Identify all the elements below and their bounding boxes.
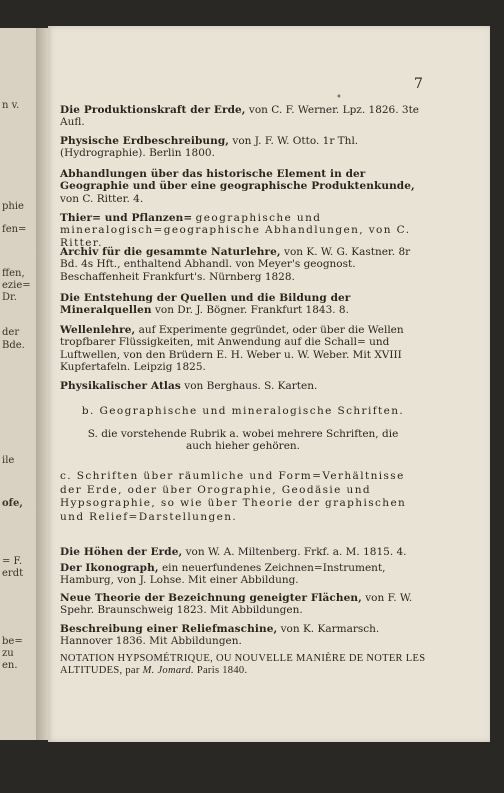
entry-details: von K. Karmarsch. Hannover 1836. Mit Abbildungen. [60, 623, 380, 648]
margin-fragment: der [2, 327, 20, 338]
entry-title: Die Produktionskraft der Erde, [60, 104, 246, 116]
entry-details: von Berghaus. S. Karten. [184, 380, 318, 392]
page-number: 7 [414, 76, 423, 92]
entry-title: Die Höhen der Erde, [60, 546, 183, 558]
bibliography-entry [60, 168, 426, 205]
section-b-note: S. die vorstehende Rubrik a. wobei mehrere Schriften, die auch hieher gehören. [87, 428, 399, 453]
entry-details: von C. Ritter. 4. [60, 192, 144, 205]
bibliography-entry [60, 623, 426, 648]
entry-title: Neue Theorie der Bezeichnung geneigter Flächen, [60, 592, 362, 604]
ink-dot: • [336, 92, 342, 103]
margin-fragment: be= [2, 636, 23, 647]
bibliography-entry [60, 546, 426, 558]
bibliography-entry [60, 562, 426, 587]
bibliography-entry [60, 104, 426, 129]
entry-details: von Dr. J. Bögner. Frankfurt 1843. 8. [154, 304, 349, 317]
margin-fragment: ile [2, 455, 15, 466]
bibliography-entry [60, 135, 426, 160]
entry-author: M. Jomard. [142, 665, 194, 677]
margin-fragment: en. [2, 660, 18, 671]
entry-title: Abhandlungen über das historische Element in der Geographie und über eine geographische Produktenkunde, [60, 168, 415, 193]
margin-fragment: ffen, [2, 268, 25, 279]
margin-fragment: = F. [2, 556, 23, 567]
margin-fragment: fen= [2, 224, 27, 235]
entry-title: Die Entstehung der Quellen und die Bildung der Mineralquellen [60, 292, 351, 317]
bibliography-entry [60, 592, 426, 617]
entry-title: Archiv für die gesammte Naturlehre, [60, 246, 281, 258]
bibliography-entry [60, 380, 426, 392]
entry-title: Beschreibung einer Reliefmaschine, [60, 623, 278, 635]
entry-details: geographische und mineralogisch=geographische Abhandlungen, von C. Ritter. [60, 212, 411, 249]
entry-place: Paris 1840. [196, 665, 248, 677]
margin-fragment: zu [2, 648, 14, 659]
entry-title: Thier= und Pflanzen= [60, 212, 193, 224]
margin-fragment: ezie= [2, 280, 31, 291]
margin-fragment: phie [2, 201, 24, 212]
margin-fragment: Dr. [2, 292, 17, 303]
entry-details: von C. F. Werner. Lpz. 1826. 3te Aufl. [60, 104, 420, 129]
bibliography-entry [60, 292, 426, 317]
margin-fragment: n v. [2, 100, 20, 111]
left-page-edge [0, 28, 40, 740]
section-heading-c: c. Schriften über räumliche und Form=Verhältnisse der Erde, oder über Orographie, Geodäsie und Hypsographie, so wie über Theorie der graphischen und Relief=Darstellungen. [60, 470, 407, 523]
entry-details: von F. W. Spehr. Braunschweig 1823. Mit Abbildungen. [60, 592, 413, 617]
bibliography-entry [60, 324, 426, 374]
entry-details: ein neuerfundenes Zeichnen=Instrument, Hamburg, von J. Lohse. Mit einer Abbildung. [60, 562, 386, 587]
entry-title: Der Ikonograph, [60, 562, 159, 574]
entry-title: Wellenlehre, [60, 324, 136, 336]
margin-fragment: Bde. [2, 340, 25, 351]
section-heading-b: b. Geographische und mineralogische Schriften. [81, 405, 405, 417]
entry-title: NOTATION HYPSOMÉTRIQUE, OU NOUVELLE MANIÈRE DE NOTER LES ALTITUDES, par [60, 653, 426, 677]
entry-details: von K. W. G. Kastner. 8r Bd. 4s Hft., enthaltend Abhandl. von Meyer's geognost. Beschaffenheit Frankfurt's. Nürnberg 1828. [60, 246, 411, 283]
entry-title: Physikalischer Atlas [60, 380, 181, 392]
entry-title: Physische Erdbeschreibung, [60, 135, 230, 147]
bibliography-entry [60, 212, 426, 249]
entry-details: auf Experimente gegründet, oder über die Wellen tropfbarer Flüssigkeiten, mit Anwendung auf die Schall= und Luftwellen, von den Brüdern E. H. Weber u. W. Weber. Mit XVIII Kupfertafeln. Leipzig 1825. [60, 324, 404, 374]
entry-details: von J. F. W. Otto. 1r Thl. (Hydrographie). Berlin 1800. [60, 135, 359, 160]
margin-fragment: ofe, [2, 498, 23, 509]
margin-fragment: erdt [2, 568, 24, 579]
bibliography-entry-french [60, 653, 426, 678]
bibliography-entry [60, 246, 426, 283]
entry-details: von W. A. Miltenberg. Frkf. a. M. 1815. 4. [185, 546, 407, 558]
